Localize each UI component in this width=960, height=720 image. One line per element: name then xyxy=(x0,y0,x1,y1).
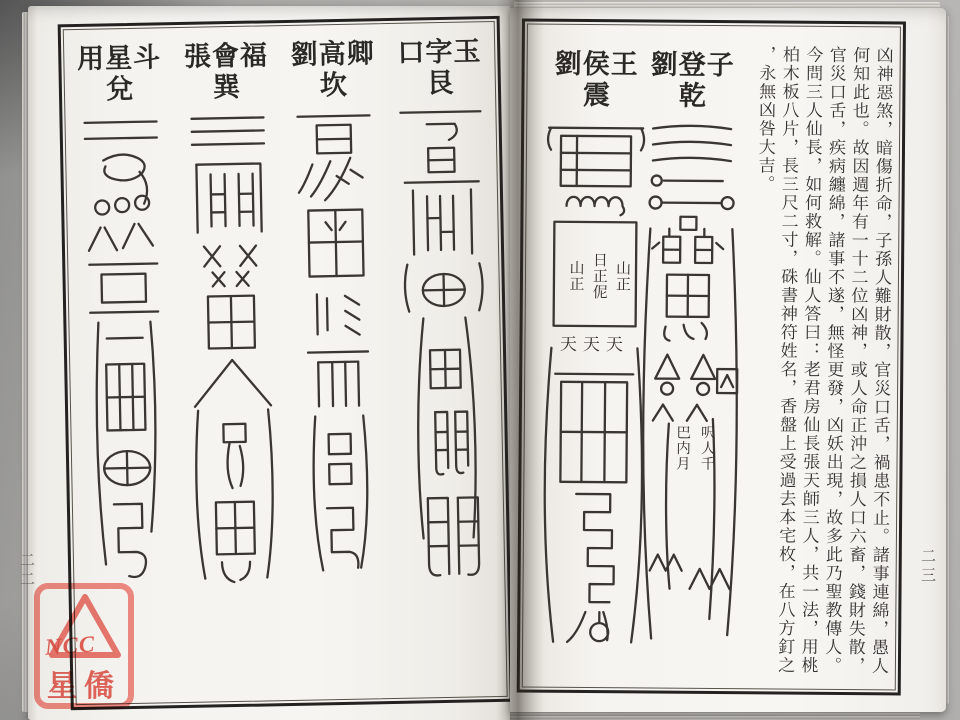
talisman-header: 劉侯王 xyxy=(554,48,639,80)
talisman-header: 口字玉 xyxy=(397,36,482,68)
page-number-left: 二二 xyxy=(18,552,34,590)
talisman-tian-text: 天天天 xyxy=(559,334,630,355)
talisman-column-zhanghuifu xyxy=(173,41,292,701)
ritual-text-column: 官災口舌，疾病纏綿，諸事不遂，無怪更發，凶妖出現，故多此乃聖教傳人。 xyxy=(821,45,846,676)
talisman-drawing-liugaoqing xyxy=(284,107,393,594)
page-right xyxy=(510,8,946,712)
talisman-header: 張會福 xyxy=(183,40,269,72)
trigram-label: 兌 xyxy=(105,74,134,105)
stamp-name: 星僑 xyxy=(47,670,121,703)
stamp-acronym: NCC xyxy=(44,631,97,660)
talisman-drawing-zhanghuifu xyxy=(177,109,287,608)
page-number-right: 二三 xyxy=(919,548,935,586)
ritual-text-column: 凶神惡煞，暗傷折命，子孫人難財散，官災口舌，禍患不止。諸事連綿，愚人 xyxy=(868,46,893,676)
ritual-text-column: ，永無凶咎大吉。 xyxy=(755,45,776,194)
talisman-inner-text: 呎人千 巴内月 xyxy=(673,424,715,472)
talisman-column-liudengzi xyxy=(633,50,748,664)
ritual-text-column: 今問三人仙長，如何救解。仙人答曰：老君房仙長張天師三人，共一法，用桃 xyxy=(798,45,823,675)
talisman-drawing-kouziyu xyxy=(390,105,500,612)
trigram-label: 乾 xyxy=(678,81,707,112)
trigram-label: 巽 xyxy=(212,72,241,103)
talisman-box-text: 山正 日正伲 山正 xyxy=(567,251,631,300)
ritual-text-column: 柏木板八片，長三尺二寸，硃書神符姓名，香盤上受過去本宅枚，在八方釘之 xyxy=(775,45,799,675)
talisman-header: 用星斗 xyxy=(76,42,162,74)
ritual-text-block xyxy=(734,45,895,682)
trigram-label: 艮 xyxy=(426,68,454,99)
page-frame-right xyxy=(517,18,906,695)
talisman-drawing-liudengzi xyxy=(633,118,747,664)
trigram-label: 震 xyxy=(582,80,611,111)
publisher-stamp xyxy=(34,583,134,709)
trigram-label: 坎 xyxy=(319,70,348,101)
ritual-text-column: 何知此也。故因週年有一十二位凶神，或人命正沖之損人口六畜，錢財失散， xyxy=(845,46,870,676)
talisman-column-kouziyu xyxy=(386,37,505,697)
talisman-column-liugaoqing xyxy=(279,39,398,699)
talisman-header: 劉高卿 xyxy=(290,38,375,70)
talisman-drawing-yongxingdou xyxy=(70,111,179,588)
talisman-header: 劉登子 xyxy=(650,49,735,81)
